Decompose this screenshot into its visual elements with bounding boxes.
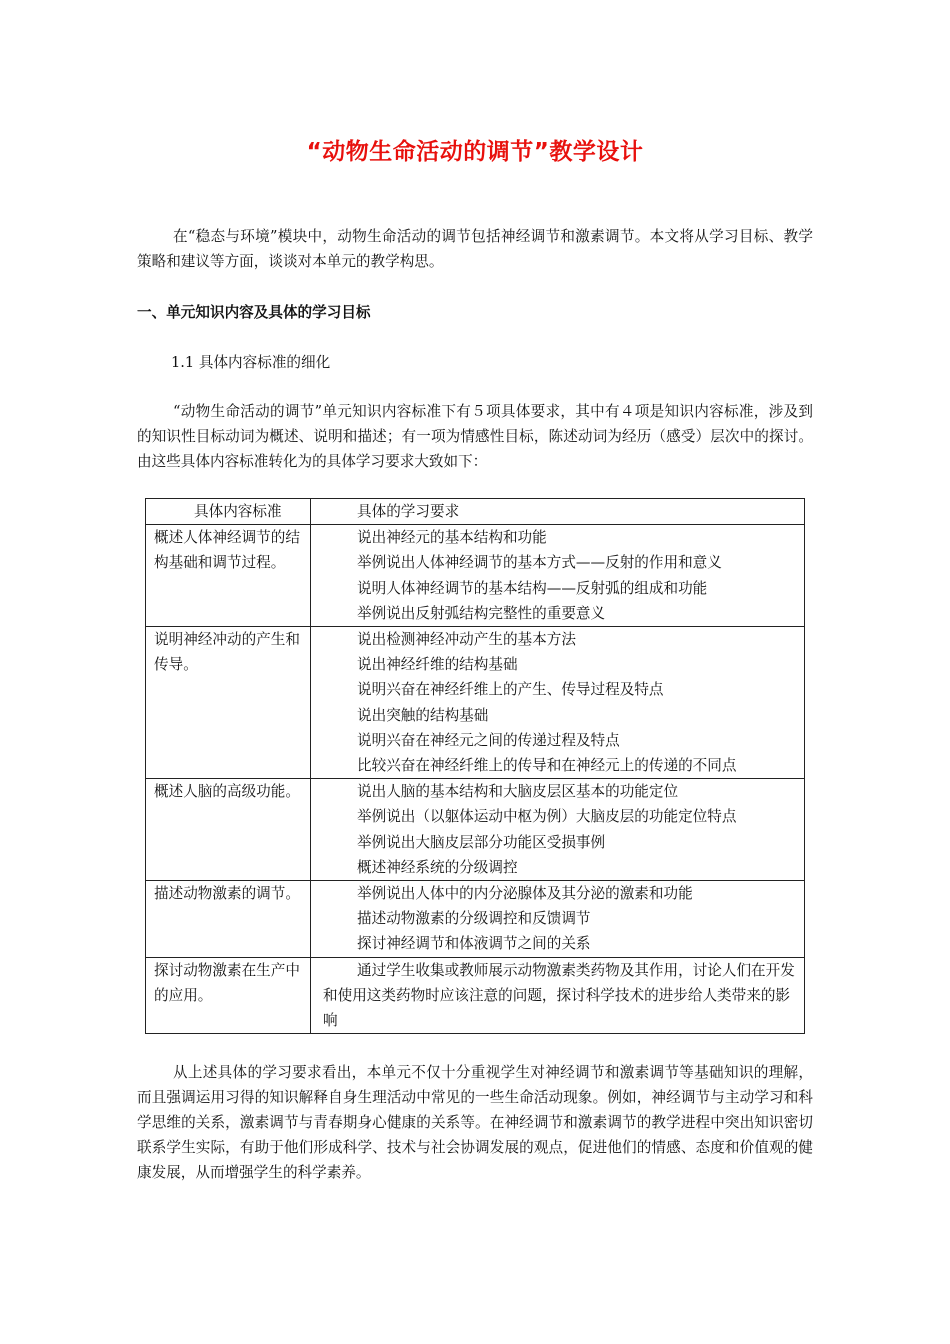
table-cell-requirements: [311, 627, 805, 779]
table-cell-standard: 概述人脑的高级功能。: [146, 779, 311, 881]
requirement-item: 探讨神经调节和体液调节之间的关系: [357, 935, 591, 953]
table-header-row: [146, 499, 805, 525]
table-cell-requirements: [311, 779, 805, 881]
table-cell-requirements: [311, 525, 805, 627]
requirement-item: 说出人脑的基本结构和大脑皮层区基本的功能定位: [357, 783, 679, 801]
requirement-item: 说明人体神经调节的基本结构——反射弧的组成和功能: [357, 579, 708, 597]
requirement-item: 描述动物激素的分级调控和反馈调节: [357, 910, 591, 928]
intro-paragraph: 在“稳态与环境”模块中，动物生命活动的调节包括神经调节和激素调节。本文将从学习目标、教学策略和建议等方面，谈谈对本单元的教学构思。: [137, 228, 813, 270]
table-row: [146, 957, 805, 1034]
table-row: [146, 525, 805, 627]
requirement-item: 说出突触的结构基础: [357, 706, 489, 724]
requirement-item: 说出神经元的基本结构和功能: [357, 529, 547, 547]
table-cell-standard: 探讨动物激素在生产中的应用。: [146, 957, 311, 1034]
requirement-item: 举例说出反射弧结构完整性的重要意义: [357, 604, 606, 622]
requirement-item: 举例说出人体神经调节的基本方式——反射的作用和意义: [357, 554, 722, 572]
table-row: [146, 881, 805, 958]
requirement-item: 比较兴奋在神经纤维上的传导和在神经元上的传递的不同点: [357, 757, 737, 775]
requirement-item: 说明兴奋在神经纤维上的产生、传导过程及特点: [357, 681, 664, 699]
table-cell-standard: 概述人体神经调节的结构基础和调节过程。: [146, 525, 311, 627]
requirement-item: 举例说出人体中的内分泌腺体及其分泌的激素和功能: [357, 885, 693, 903]
section-heading: 一、单元知识内容及具体的学习目标: [137, 304, 371, 321]
paragraph-standards: “动物生命活动的调节”单元知识内容标准下有５项具体要求，其中有４项是知识内容标准，涉及到的知识性目标动词为概述、说明和描述；有一项为情感性目标，陈述动词为经历（感受）层次中的探讨。由这些具体内容标准转化为的具体学习要求大致如下：: [137, 403, 813, 470]
table-row: [146, 627, 805, 779]
table-row: [146, 779, 805, 881]
requirement-item: 说出神经纤维的结构基础: [357, 656, 518, 674]
subsection-heading: 1.1 具体内容标准的细化: [171, 354, 331, 371]
table-cell-standard: 说明神经冲动的产生和传导。: [146, 627, 311, 779]
requirement-item: 说出检测神经冲动产生的基本方法: [357, 631, 576, 649]
table-cell-requirements: 通过学生收集或教师展示动物激素类药物及其作用，讨论人们在开发和使用这类药物时应该注意的问题，探讨科学技术的进步给人类带来的影响: [311, 957, 805, 1034]
paragraph-summary: 从上述具体的学习要求看出，本单元不仅十分重视学生对神经调节和激素调节等基础知识的理解，而且强调运用习得的知识解释自身生理活动中常见的一些生命活动现象。例如，神经调节与主动学习和科学思维的关系，激素调节与青春期身心健康的关系等。在神经调节和激素调节的教学进程中突出知识密切联系学生实际，有助于他们形成科学、技术与社会协调发展的观点，促进他们的情感、态度和价值观的健康发展，从而增强学生的科学素养。: [137, 1064, 813, 1181]
table-cell-requirements: [311, 881, 805, 958]
document-title: “动物生命活动的调节”教学设计: [306, 139, 644, 165]
requirement-item: 概述神经系统的分级调控: [357, 858, 518, 876]
table-cell-standard: 描述动物激素的调节。: [146, 881, 311, 958]
table-header-requirements: 具体的学习要求: [311, 499, 805, 525]
requirement-item: 说明兴奋在神经元之间的传递过程及特点: [357, 731, 620, 749]
requirement-item: 举例说出（以躯体运动中枢为例）大脑皮层的功能定位特点: [357, 808, 737, 826]
requirements-table: [145, 498, 805, 1034]
requirement-item: 举例说出大脑皮层部分功能区受损事例: [357, 833, 606, 851]
table-header-standard: 具体内容标准: [146, 499, 311, 525]
